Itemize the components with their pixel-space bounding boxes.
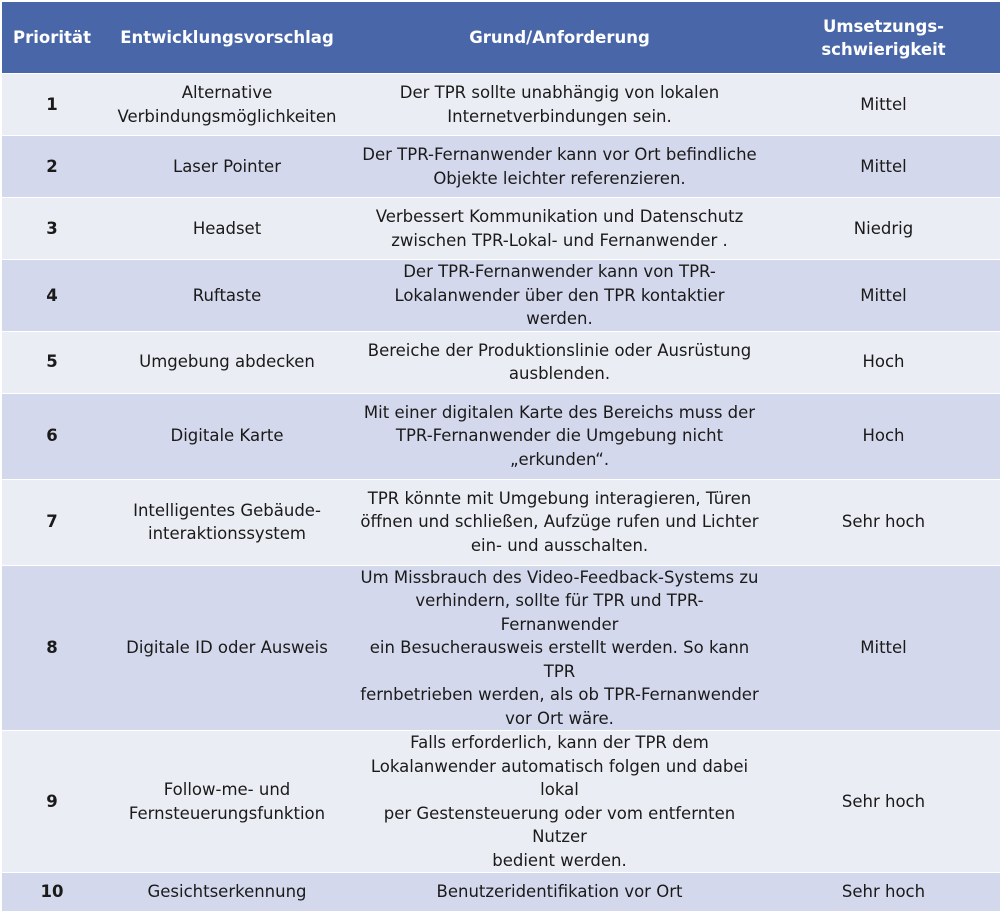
cell-difficulty: Sehr hoch xyxy=(767,731,1000,873)
cell-difficulty: Hoch xyxy=(767,331,1000,393)
cell-reason-line: Lokalanwender über den TPR kontaktier werden. xyxy=(394,285,725,328)
cell-reason-line: fernbetrieben werden, als ob TPR-Fernanwender xyxy=(360,685,759,704)
cell-reason-line: ausblenden. xyxy=(508,364,611,383)
cell-priority: 8 xyxy=(2,565,102,731)
cell-reason xyxy=(352,565,767,731)
cell-proposal xyxy=(102,74,352,136)
cell-reason-line: Lokalanwender automatisch folgen und dabei lokal xyxy=(370,756,749,799)
cell-proposal xyxy=(102,198,352,260)
cell-proposal-line: Fernsteuerungsfunktion xyxy=(128,803,326,823)
table-row xyxy=(2,74,1000,136)
cell-priority: 2 xyxy=(2,136,102,198)
cell-difficulty: Sehr hoch xyxy=(767,479,1000,565)
table-body xyxy=(2,74,1000,911)
cell-reason-line: TPR könnte mit Umgebung interagieren, Türen xyxy=(367,488,752,508)
cell-reason-line: Mit einer digitalen Karte des Bereichs muss der xyxy=(363,402,756,422)
cell-reason-line: zwischen TPR-Lokal- und Fernanwender . xyxy=(391,230,728,250)
cell-proposal-line: Headset xyxy=(192,218,262,238)
table-row xyxy=(2,331,1000,393)
cell-proposal-line: interaktionssystem xyxy=(148,524,306,543)
cell-reason-line: Der TPR-Fernanwender kann von TPR- xyxy=(403,262,716,281)
cell-proposal-line: Ruftaste xyxy=(192,285,262,305)
cell-reason-line: Um Missbrauch des Video-Feedback-Systems zu xyxy=(360,567,759,587)
cell-priority: 1 xyxy=(2,74,102,136)
cell-proposal-line: Digitale Karte xyxy=(170,426,284,446)
cell-reason-line: ein Besucherausweis erstellt werden. So kann TPR xyxy=(369,638,750,681)
cell-reason xyxy=(352,198,767,260)
cell-reason xyxy=(352,74,767,136)
cell-priority: 10 xyxy=(2,873,102,911)
cell-proposal-line: Gesichtserkennung xyxy=(147,882,307,901)
cell-priority: 6 xyxy=(2,393,102,479)
cell-proposal-line: Verbindungsmöglichkeiten xyxy=(117,106,337,126)
cell-reason-line: Verbessert Kommunikation und Datenschutz xyxy=(375,207,744,226)
cell-priority: 3 xyxy=(2,198,102,260)
table-header-row xyxy=(2,2,1000,74)
cell-proposal-line: Alternative xyxy=(181,83,273,102)
cell-reason-line: Der TPR sollte unabhängig von lokalen xyxy=(399,83,720,102)
header-difficulty-line1: Umsetzungs- xyxy=(822,16,945,36)
cell-reason-line: „erkunden“. xyxy=(509,449,610,469)
cell-reason-line: Falls erforderlich, kann der TPR dem xyxy=(410,733,709,752)
cell-reason xyxy=(352,393,767,479)
cell-reason xyxy=(352,260,767,332)
cell-difficulty: Mittel xyxy=(767,136,1000,198)
cell-proposal-line: Follow-me- und xyxy=(163,780,291,799)
cell-proposal xyxy=(102,260,352,332)
cell-proposal xyxy=(102,479,352,565)
cell-reason-line: Objekte leichter referenzieren. xyxy=(433,168,686,188)
table-row xyxy=(2,260,1000,332)
cell-priority: 5 xyxy=(2,331,102,393)
cell-reason-line: vor Ort wäre. xyxy=(505,708,614,728)
cell-reason xyxy=(352,873,767,911)
cell-reason xyxy=(352,331,767,393)
cell-difficulty: Mittel xyxy=(767,74,1000,136)
cell-proposal xyxy=(102,873,352,911)
cell-proposal xyxy=(102,393,352,479)
cell-reason-line: Bereiche der Produktionslinie oder Ausrüstung xyxy=(367,340,752,360)
cell-priority: 4 xyxy=(2,260,102,332)
cell-difficulty: Mittel xyxy=(767,565,1000,731)
header-difficulty xyxy=(767,2,1000,74)
cell-proposal xyxy=(102,731,352,873)
header-difficulty-line2: schwierigkeit xyxy=(821,39,946,59)
cell-priority: 9 xyxy=(2,731,102,873)
cell-difficulty: Sehr hoch xyxy=(767,873,1000,911)
cell-reason-line: per Gestensteuerung oder vom entfernten Nutzer xyxy=(383,803,736,846)
cell-difficulty: Hoch xyxy=(767,393,1000,479)
cell-proposal-line: Digitale ID oder Ausweis xyxy=(126,638,328,657)
table-row xyxy=(2,198,1000,260)
cell-reason-line: ein- und ausschalten. xyxy=(470,535,649,555)
table-row xyxy=(2,731,1000,873)
cell-reason-line: Der TPR-Fernanwender kann vor Ort befindliche xyxy=(362,145,757,164)
cell-reason-line: verhindern, sollte für TPR und TPR-Fernanwender xyxy=(415,591,704,634)
header-priority: Priorität xyxy=(2,2,102,74)
header-reason: Grund/Anforderung xyxy=(352,2,767,74)
cell-reason xyxy=(352,136,767,198)
cell-reason-line: TPR-Fernanwender die Umgebung nicht xyxy=(395,426,724,446)
cell-reason-line: Benutzeridentifikation vor Ort xyxy=(436,882,683,901)
table-row xyxy=(2,873,1000,911)
cell-reason xyxy=(352,479,767,565)
cell-difficulty: Niedrig xyxy=(767,198,1000,260)
requirements-table xyxy=(2,2,1000,911)
cell-reason xyxy=(352,731,767,873)
cell-proposal-line: Intelligentes Gebäude- xyxy=(133,500,321,520)
cell-priority: 7 xyxy=(2,479,102,565)
cell-reason-line: öffnen und schließen, Aufzüge rufen und Lichter xyxy=(360,512,759,532)
table-row xyxy=(2,565,1000,731)
table-row xyxy=(2,136,1000,198)
cell-proposal xyxy=(102,565,352,731)
cell-proposal-line: Laser Pointer xyxy=(173,156,281,176)
header-proposal: Entwicklungsvorschlag xyxy=(102,2,352,74)
cell-difficulty: Mittel xyxy=(767,260,1000,332)
cell-reason-line: bedient werden. xyxy=(492,850,627,870)
cell-proposal xyxy=(102,136,352,198)
cell-proposal xyxy=(102,331,352,393)
cell-proposal-line: Umgebung abdecken xyxy=(139,352,315,372)
table-row xyxy=(2,393,1000,479)
table-row xyxy=(2,479,1000,565)
cell-reason-line: Internetverbindungen sein. xyxy=(447,106,672,126)
